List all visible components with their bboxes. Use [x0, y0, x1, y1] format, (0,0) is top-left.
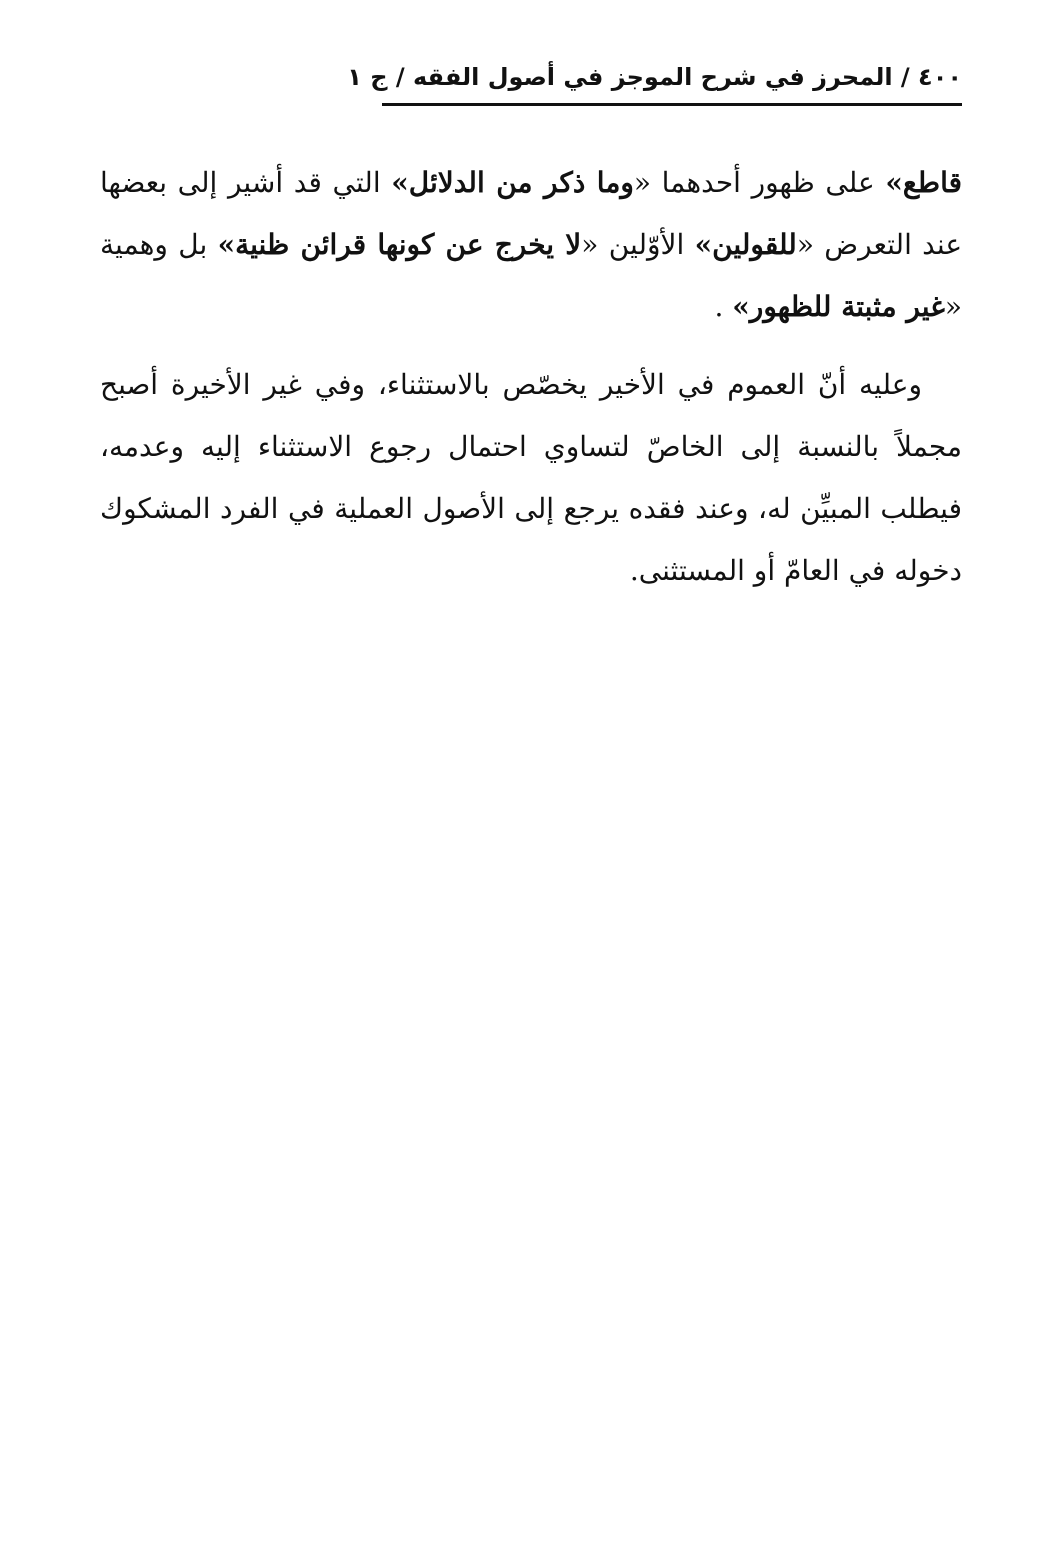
- commentary-text: الأوّلين «: [581, 228, 695, 261]
- quoted-text: قاطع»: [885, 166, 962, 199]
- paragraph-1: [100, 152, 962, 338]
- commentary-text: بل وهمية «: [100, 228, 962, 323]
- commentary-text: على ظهور أحدهما «: [633, 166, 886, 199]
- header-separator: /: [900, 63, 910, 91]
- quoted-text: للقولين»: [694, 228, 797, 261]
- quoted-text: غير مثبتة للظهور»: [732, 290, 945, 323]
- header-separator: /: [395, 63, 405, 91]
- quoted-text: وما ذكر من الدلائل»: [391, 166, 634, 199]
- paragraph-2: وعليه أنّ العموم في الأخير يخصّص بالاستثناء، وفي غير الأخيرة أصبح مجملاً بالنسبة إلى الخاصّ لتساوي احتمال رجوع الاستثناء إليه وعدمه، فيطلب المبيِّن له، وعند فقده يرجع إلى الأصول العملية في الفرد المشكوك دخوله في العامّ أو المستثنى.: [100, 368, 962, 587]
- commentary-text: .: [714, 290, 733, 323]
- running-header: [347, 58, 962, 106]
- commentary-text: التي قد أشير إلى بعضها عند التعرض «: [100, 166, 963, 261]
- volume-number: ج ١: [347, 63, 388, 91]
- quoted-text: لا يخرج عن كونها قرائن ظنية»: [217, 228, 582, 261]
- page-number: ٤٠٠: [918, 63, 962, 91]
- book-title: المحرز في شرح الموجز في أصول الفقه: [413, 63, 893, 91]
- body-text: [100, 152, 962, 602]
